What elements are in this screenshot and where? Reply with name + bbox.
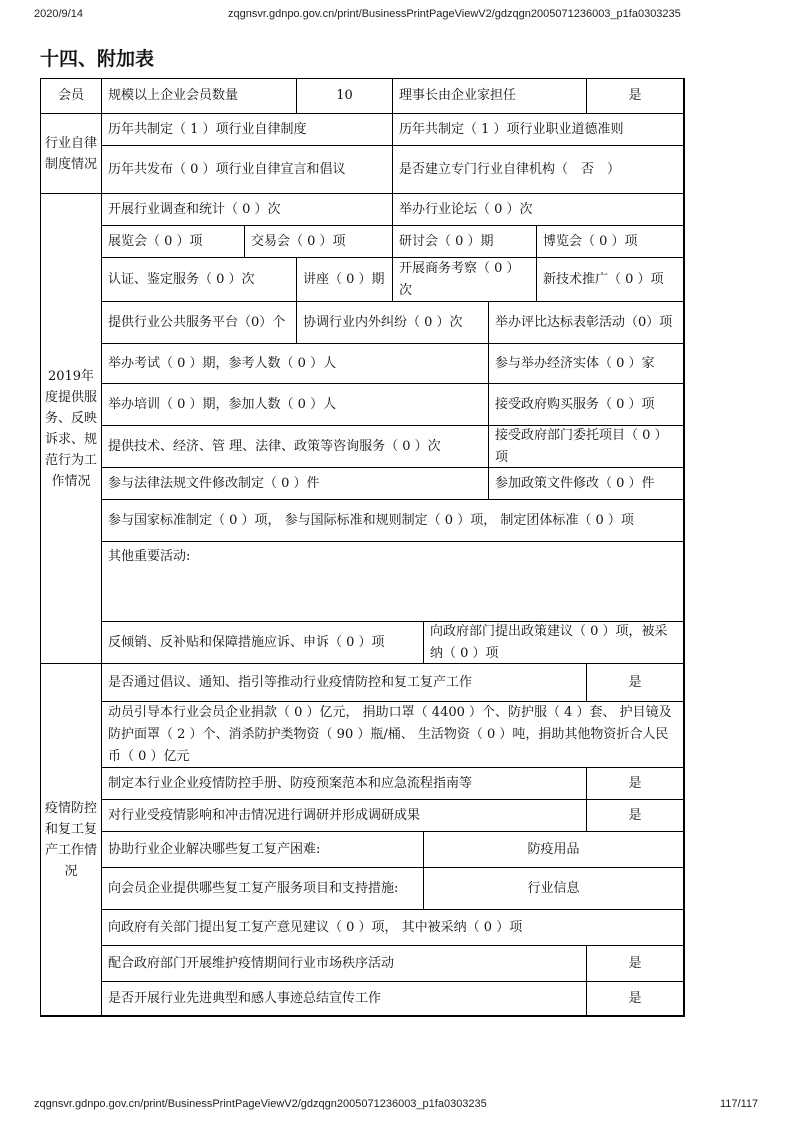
selfdisc-agency: 是否建立专门行业自律机构（ 否 ）	[393, 146, 684, 194]
header-url: zqgnsvr.gdnpo.gov.cn/print/BusinessPrintPageViewV2/gdzqgn2005071236003_p1fa0303235	[228, 8, 681, 20]
epidemic-manual-question: 制定本行业企业疫情防控手册、防疫预案范本和应急流程指南等	[102, 768, 587, 800]
epidemic-service-question: 向会员企业提供哪些复工复产服务项目和支持措施:	[102, 868, 424, 910]
selfdisc-rules: 历年共制定（ 1 ）项行业自律制度	[102, 114, 393, 146]
law-revision-count: 参与法律法规文件修改制定（ 0 ）件	[102, 468, 489, 500]
epidemic-manual-answer: 是	[587, 768, 684, 800]
page-number: 117/117	[720, 1098, 759, 1110]
member-label: 会员	[41, 79, 102, 114]
epidemic-label: 疫情防控和复工复产工作情况	[41, 664, 102, 1016]
exhibition-count: 展览会（ 0 ）项	[102, 226, 245, 258]
lecture-count: 讲座（ 0 ）期	[297, 258, 393, 302]
gov-commission-count: 接受政府部门委托项目（ 0 ）项	[489, 426, 684, 468]
epidemic-market-question: 配合政府部门开展维护疫情期间行业市场秩序活动	[102, 946, 587, 982]
epidemic-difficulty-answer: 防疫用品	[424, 832, 684, 868]
policy-doc-count: 参加政策文件修改（ 0 ）件	[489, 468, 684, 500]
other-activities: 其他重要活动:	[102, 542, 684, 622]
selfdisc-ethics: 历年共制定（ 1 ）项行业职业道德准则	[393, 114, 684, 146]
expo-count: 博览会（ 0 ）项	[537, 226, 684, 258]
business-tour-count: 开展商务考察（ 0 ）次	[393, 258, 537, 302]
epidemic-publicity-answer: 是	[587, 982, 684, 1016]
selfdisc-label: 行业自律制度情况	[41, 114, 102, 194]
gov-purchase-count: 接受政府购买服务（ 0 ）项	[489, 384, 684, 426]
epidemic-survey-answer: 是	[587, 800, 684, 832]
chair-label: 理事长由企业家担任	[393, 79, 587, 114]
exam-count: 举办考试（ 0 ）期，参考人数（ 0 ）人	[102, 344, 489, 384]
epidemic-service-answer: 行业信息	[424, 868, 684, 910]
footer-url: zqgnsvr.gdnpo.gov.cn/print/BusinessPrintPageViewV2/gdzqgn2005071236003_p1fa0303235	[34, 1098, 487, 1110]
member-count-value: 10	[297, 79, 393, 114]
survey-count: 开展行业调查和统计（ 0 ）次	[102, 194, 393, 226]
forum-count: 举办行业论坛（ 0 ）次	[393, 194, 684, 226]
epidemic-promote-question: 是否通过倡议、通知、指引等推动行业疫情防控和复工复产工作	[102, 664, 587, 702]
epidemic-difficulty-question: 协助行业企业解决哪些复工复产困难:	[102, 832, 424, 868]
public-platform-count: 提供行业公共服务平台（0）个	[102, 302, 297, 344]
seminar-count: 研讨会（ 0 ）期	[393, 226, 537, 258]
service-label: 2019年度提供服务、反映诉求、规范行为工作情况	[41, 194, 102, 664]
trade-fair-count: 交易会（ 0 ）项	[245, 226, 393, 258]
certification-count: 认证、鉴定服务（ 0 ）次	[102, 258, 297, 302]
donation-summary: 动员引导本行业会员企业捐款（ 0 ）亿元， 捐助口罩（ 4400 ）个、防护服（ 4 ）套、 护目镜及防护面罩（ 2 ）个、消杀防护类物资（ 90 ）瓶/桶、 生活物资（ 0 ）吨，捐助其他物资折合人民币（ 0 ）亿元	[102, 702, 684, 768]
selfdisc-declaration: 历年共发布（ 0 ）项行业自律宣言和倡议	[102, 146, 393, 194]
chair-value: 是	[587, 79, 684, 114]
consulting-count: 提供技术、经济、管 理、法律、政策等咨询服务（ 0 ）次	[102, 426, 489, 468]
member-count-label: 规模以上企业会员数量	[102, 79, 297, 114]
standards-count: 参与国家标准制定（ 0 ）项， 参与国际标准和规则制定（ 0 ）项， 制定团体标准（ 0 ）项	[102, 500, 684, 542]
epidemic-survey-question: 对行业受疫情影响和冲击情况进行调研并形成调研成果	[102, 800, 587, 832]
epidemic-publicity-question: 是否开展行业先进典型和感人事迹总结宣传工作	[102, 982, 587, 1016]
epidemic-market-answer: 是	[587, 946, 684, 982]
policy-suggestion-count: 向政府部门提出政策建议（ 0 ）项，被采纳（ 0 ）项	[424, 622, 684, 664]
epidemic-promote-answer: 是	[587, 664, 684, 702]
economic-entity-count: 参与举办经济实体（ 0 ）家	[489, 344, 684, 384]
page-title: 十四、附加表	[40, 48, 155, 70]
print-date: 2020/9/14	[34, 8, 83, 20]
anti-dumping-count: 反倾销、反补贴和保障措施应诉、申诉（ 0 ）项	[102, 622, 424, 664]
award-count: 举办评比达标表彰活动（0）项	[489, 302, 684, 344]
tech-promotion-count: 新技术推广（ 0 ）项	[537, 258, 684, 302]
epidemic-suggestion-count: 向政府有关部门提出复工复产意见建议（ 0 ）项， 其中被采纳（ 0 ）项	[102, 910, 684, 946]
training-count: 举办培训（ 0 ）期，参加人数（ 0 ）人	[102, 384, 489, 426]
dispute-count: 协调行业内外纠纷（ 0 ）次	[297, 302, 489, 344]
